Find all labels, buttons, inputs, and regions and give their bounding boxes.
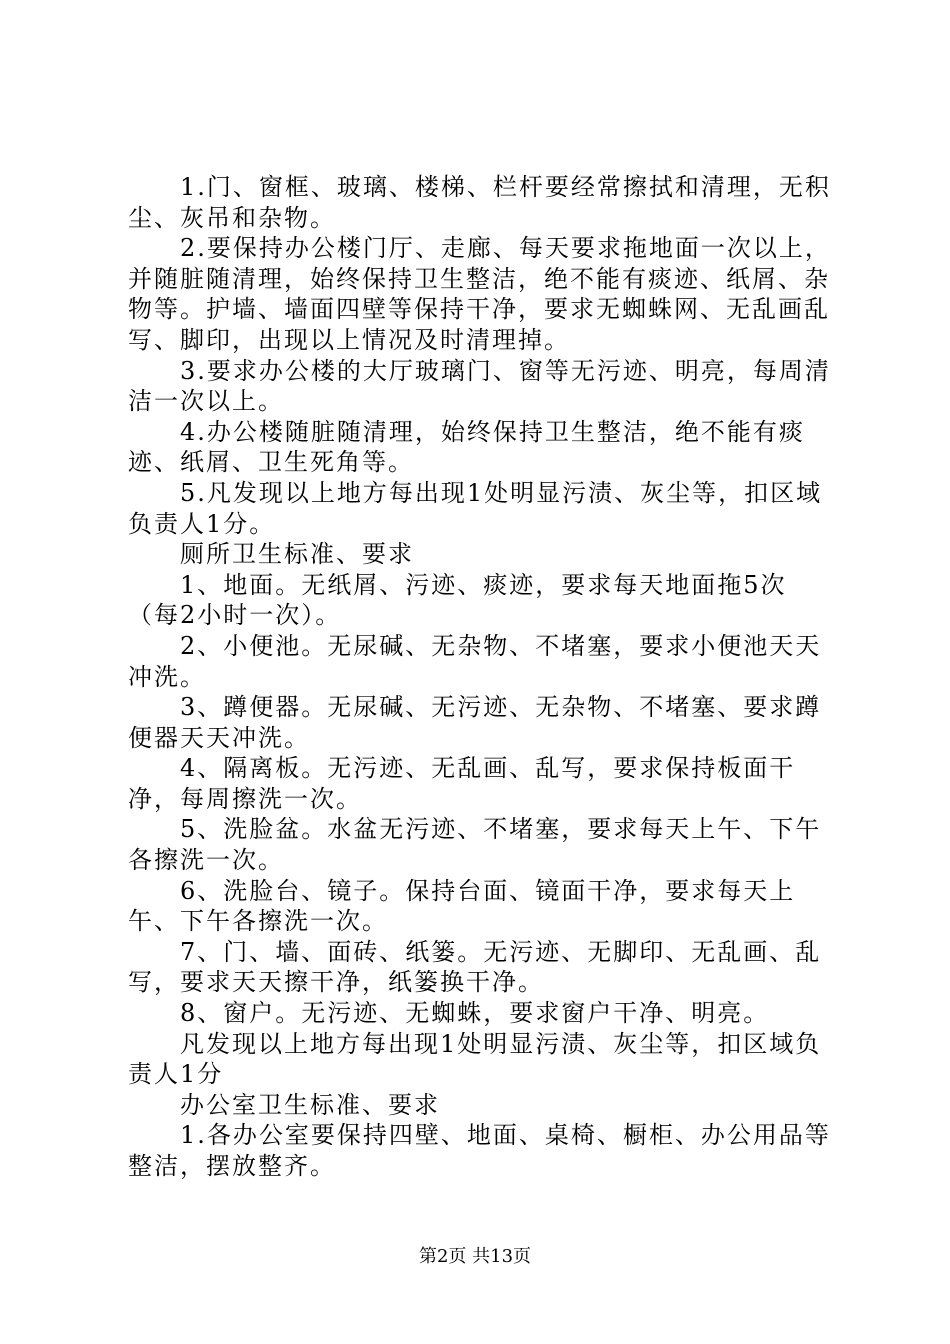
- paragraph-washbasin: 5、洗脸盆。水盆无污迹、不堵塞，要求每天上午、下午各擦洗一次。: [128, 815, 822, 875]
- section-heading-office: 办公室卫生标准、要求: [180, 1090, 440, 1119]
- paragraph-wash-counter-mirror: 6、洗脸台、镜子。保持台面、镜面干净，要求每天上午、下午各擦洗一次。: [128, 876, 796, 936]
- paragraph-squat-toilet: 3、蹲便器。无尿碱、无污迹、无杂物、不堵塞、要求蹲便器天天冲洗。: [128, 693, 822, 752]
- paragraph-door-window-cleaning: 1.门、窗框、玻璃、楼梯、栏杆要经常擦拭和清理，无积尘、灰吊和杂物。: [128, 173, 831, 232]
- paragraph-urinal: 2、小便池。无尿碱、无杂物、不堵塞，要求小便池天天冲洗。: [128, 631, 822, 691]
- document-body: [128, 172, 838, 1182]
- paragraph-penalty-rule: 5.凡发现以上地方每出现1处明显污渍、灰尘等，扣区域负责人1分。: [128, 478, 823, 538]
- paragraph-door-wall-basket: 7、门、墙、面砖、纸篓。无污迹、无脚印、无乱画、乱写，要求天天擦干净，纸篓换干净。: [128, 937, 822, 997]
- page-number-footer: 第2页 共13页: [418, 1246, 532, 1267]
- paragraph-office-tidy: 1.各办公室要保持四壁、地面、桌椅、橱柜、办公用品等整洁，摆放整齐。: [128, 1121, 831, 1180]
- paragraph-toilet-penalty: 凡发现以上地方每出现1处明显污渍、灰尘等，扣区域负责人1分: [128, 1029, 822, 1089]
- paragraph-glass-doors: 3.要求办公楼的大厅玻璃门、窗等无污迹、明亮，每周清洁一次以上。: [128, 356, 831, 416]
- paragraph-office-building-clean: 4.办公楼随脏随清理，始终保持卫生整洁，绝不能有痰迹、纸屑、卫生死角等。: [128, 417, 805, 477]
- paragraph-toilet-floor: 1、地面。无纸屑、污迹、痰迹，要求每天地面拖5次（每2小时一次）。: [128, 570, 787, 630]
- section-heading-toilet: 厕所卫生标准、要求: [180, 540, 414, 569]
- paragraph-window: 8、窗户。无污迹、无蜘蛛，要求窗户干净、明亮。: [180, 999, 770, 1028]
- paragraph-partition: 4、隔离板。无污迹、无乱画、乱写，要求保持板面干净，每周擦洗一次。: [128, 754, 796, 813]
- paragraph-lobby-corridor: 2.要保持办公楼门厅、走廊、每天要求拖地面一次以上，并随脏随清理，始终保持卫生整洁，绝不能有痰迹、纸屑、杂物等。护墙、墙面四壁等保持干净，要求无蜘蛛网、无乱画乱写、脚印，出现以上情况及时清理掉。: [128, 234, 831, 354]
